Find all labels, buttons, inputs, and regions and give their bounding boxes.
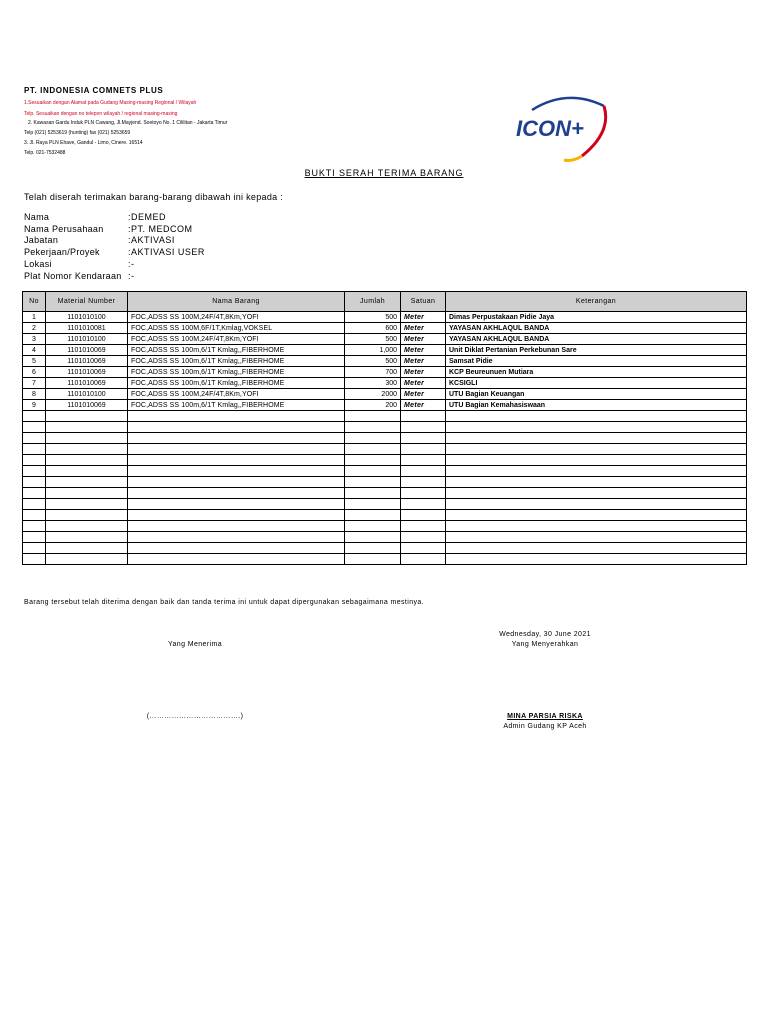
receiver-signature-line: (……………………………….) xyxy=(146,713,244,720)
table-row-empty xyxy=(23,510,747,521)
receiver-label: Yang Menerima xyxy=(167,641,223,648)
cell-keterangan: Samsat Pidie xyxy=(446,356,747,367)
empty-cell xyxy=(128,510,345,521)
empty-cell xyxy=(345,411,401,422)
empty-cell xyxy=(345,510,401,521)
empty-cell xyxy=(46,455,128,466)
field-label: Pekerjaan/Proyek xyxy=(24,247,100,258)
empty-cell xyxy=(128,477,345,488)
empty-cell xyxy=(46,411,128,422)
empty-cell xyxy=(128,444,345,455)
empty-cell xyxy=(446,455,747,466)
field-plat-nomor xyxy=(24,271,205,283)
table-row-empty xyxy=(23,532,747,543)
table-row-empty xyxy=(23,477,747,488)
field-label: Nama xyxy=(24,212,50,222)
cell-nama-barang: FOC,ADSS SS 100m,6/1T Kmlag,,FIBERHOME xyxy=(128,378,345,389)
table-row xyxy=(23,345,747,356)
table-row-empty xyxy=(23,488,747,499)
cell-nama-barang: FOC,ADSS SS 100M,24F/4T,8Km,YOFI xyxy=(128,312,345,323)
empty-cell xyxy=(401,455,446,466)
empty-cell xyxy=(401,510,446,521)
cell-nama-barang: FOC,ADSS SS 100M,24F/4T,8Km,YOFI xyxy=(128,334,345,345)
table-row-empty xyxy=(23,411,747,422)
cell-nama-barang: FOC,ADSS SS 100m,6/1T Kmlag,,FIBERHOME xyxy=(128,345,345,356)
field-lokasi xyxy=(24,259,205,271)
empty-cell xyxy=(23,433,46,444)
empty-cell xyxy=(23,543,46,554)
empty-cell xyxy=(446,510,747,521)
intro-text: Telah diserah terimakan barang-barang dibawah ini kepada : xyxy=(24,192,284,202)
empty-cell xyxy=(46,554,128,565)
table-row-empty xyxy=(23,433,747,444)
empty-cell xyxy=(23,422,46,433)
header-satuan: Satuan xyxy=(401,292,446,312)
empty-cell xyxy=(46,521,128,532)
empty-cell xyxy=(23,466,46,477)
empty-cell xyxy=(401,422,446,433)
empty-cell xyxy=(345,422,401,433)
empty-cell xyxy=(46,510,128,521)
empty-cell xyxy=(23,444,46,455)
empty-cell xyxy=(23,532,46,543)
cell-keterangan: KCP Beureunuen Mutiara xyxy=(446,367,747,378)
empty-cell xyxy=(401,543,446,554)
empty-cell xyxy=(128,499,345,510)
table-row-empty xyxy=(23,543,747,554)
cell-keterangan: YAYASAN AKHLAQUL BANDA xyxy=(446,323,747,334)
document-title: BUKTI SERAH TERIMA BARANG xyxy=(304,168,464,178)
cell-no: 2 xyxy=(23,323,46,334)
table-row-empty xyxy=(23,521,747,532)
empty-cell xyxy=(345,521,401,532)
empty-cell xyxy=(345,532,401,543)
items-table xyxy=(22,291,747,565)
cell-material-number: 1101010069 xyxy=(46,367,128,378)
cell-satuan: Meter xyxy=(401,312,446,323)
empty-cell xyxy=(446,466,747,477)
empty-cell xyxy=(23,510,46,521)
empty-cell xyxy=(128,466,345,477)
cell-jumlah: 500 xyxy=(345,356,401,367)
empty-cell xyxy=(345,477,401,488)
empty-cell xyxy=(128,532,345,543)
empty-cell xyxy=(128,422,345,433)
cell-jumlah: 700 xyxy=(345,367,401,378)
table-row xyxy=(23,334,747,345)
address-line-4: Telp (021) 5253619 (hunting) fax (021) 5253659 xyxy=(24,130,131,136)
empty-cell xyxy=(345,455,401,466)
address-line-6: Telp. 021-7532488 xyxy=(24,150,66,156)
cell-satuan: Meter xyxy=(401,389,446,400)
empty-cell xyxy=(401,433,446,444)
table-row-empty xyxy=(23,499,747,510)
cell-no: 3 xyxy=(23,334,46,345)
empty-cell xyxy=(46,532,128,543)
empty-cell xyxy=(23,521,46,532)
empty-cell xyxy=(46,488,128,499)
field-label: Lokasi xyxy=(24,258,52,269)
empty-cell xyxy=(46,433,128,444)
cell-jumlah: 200 xyxy=(345,400,401,411)
cell-material-number: 1101010081 xyxy=(46,323,128,334)
cell-material-number: 1101010069 xyxy=(46,345,128,356)
cell-nama-barang: FOC,ADSS SS 100M,24F/4T,8Km,YOFI xyxy=(128,389,345,400)
empty-cell xyxy=(401,477,446,488)
field-value: :- xyxy=(128,270,135,281)
empty-cell xyxy=(128,554,345,565)
empty-cell xyxy=(46,477,128,488)
empty-cell xyxy=(345,488,401,499)
field-value: :DEMED xyxy=(128,212,167,222)
empty-cell xyxy=(446,554,747,565)
empty-cell xyxy=(401,521,446,532)
empty-cell xyxy=(401,499,446,510)
empty-cell xyxy=(23,477,46,488)
field-label: Jabatan xyxy=(24,235,59,246)
cell-no: 6 xyxy=(23,367,46,378)
cell-no: 7 xyxy=(23,378,46,389)
empty-cell xyxy=(345,444,401,455)
field-label: Plat Nomor Kendaraan xyxy=(24,270,122,281)
empty-cell xyxy=(446,521,747,532)
field-nama-perusahaan xyxy=(24,224,205,236)
empty-cell xyxy=(446,444,747,455)
cell-jumlah: 600 xyxy=(345,323,401,334)
cell-satuan: Meter xyxy=(401,323,446,334)
empty-cell xyxy=(23,455,46,466)
cell-jumlah: 1,000 xyxy=(345,345,401,356)
header-nama-barang: Nama Barang xyxy=(128,292,345,312)
empty-cell xyxy=(128,455,345,466)
table-row-empty xyxy=(23,466,747,477)
empty-cell xyxy=(128,543,345,554)
cell-satuan: Meter xyxy=(401,367,446,378)
empty-cell xyxy=(446,532,747,543)
empty-cell xyxy=(446,411,747,422)
field-label: Nama Perusahaan xyxy=(24,223,104,234)
cell-nama-barang: FOC,ADSS SS 100M,6F/1T,Kmlag,VOKSEL xyxy=(128,323,345,334)
cell-keterangan: Dimas Perpustakaan Pidie Jaya xyxy=(446,312,747,323)
acceptance-note: Barang tersebut telah diterima dengan baik dan tanda terima ini untuk dapat dipergunakan sebagaimana mestinya. xyxy=(24,599,425,606)
cell-keterangan: YAYASAN AKHLAQUL BANDA xyxy=(446,334,747,345)
cell-no: 5 xyxy=(23,356,46,367)
cell-keterangan: UTU Bagian Keuangan xyxy=(446,389,747,400)
field-nama xyxy=(24,212,205,224)
empty-cell xyxy=(345,543,401,554)
field-jabatan xyxy=(24,235,205,247)
empty-cell xyxy=(401,488,446,499)
cell-no: 9 xyxy=(23,400,46,411)
table-row-empty xyxy=(23,455,747,466)
cell-keterangan: KCSIGLI xyxy=(446,378,747,389)
table-row xyxy=(23,356,747,367)
table-row xyxy=(23,312,747,323)
empty-cell xyxy=(446,477,747,488)
empty-cell xyxy=(46,499,128,510)
empty-cell xyxy=(401,532,446,543)
cell-material-number: 1101010100 xyxy=(46,389,128,400)
recipient-fields xyxy=(24,212,205,282)
cell-no: 8 xyxy=(23,389,46,400)
table-row xyxy=(23,378,747,389)
cell-jumlah: 300 xyxy=(345,378,401,389)
empty-cell xyxy=(128,521,345,532)
cell-keterangan: UTU Bagian Kemahasiswaan xyxy=(446,400,747,411)
table-row-empty xyxy=(23,444,747,455)
table-row xyxy=(23,367,747,378)
address-line-2: Telp. Sesuaikan dengan no telepon wilayah / regional masing-masing xyxy=(24,111,178,117)
cell-satuan: Meter xyxy=(401,334,446,345)
empty-cell xyxy=(46,466,128,477)
empty-cell xyxy=(446,422,747,433)
empty-cell xyxy=(446,499,747,510)
table-row xyxy=(23,400,747,411)
empty-cell xyxy=(345,466,401,477)
giver-title: Admin Gudang KP Aceh xyxy=(503,723,587,730)
cell-material-number: 1101010069 xyxy=(46,400,128,411)
header-keterangan: Keterangan xyxy=(446,292,747,312)
address-line-1: 1.Sesuaikan dengan Alamat pada Gudang Masing-masing Regional / Wilayah xyxy=(24,100,197,106)
empty-cell xyxy=(401,466,446,477)
sign-date: Wednesday, 30 June 2021 xyxy=(499,631,591,638)
table-row xyxy=(23,389,747,400)
empty-cell xyxy=(46,444,128,455)
cell-material-number: 1101010069 xyxy=(46,378,128,389)
company-logo xyxy=(512,92,622,167)
empty-cell xyxy=(23,554,46,565)
empty-cell xyxy=(345,499,401,510)
cell-no: 4 xyxy=(23,345,46,356)
empty-cell xyxy=(128,433,345,444)
empty-cell xyxy=(401,554,446,565)
cell-no: 1 xyxy=(23,312,46,323)
header-jumlah: Jumlah xyxy=(345,292,401,312)
table-header-row xyxy=(23,292,747,312)
header-material-number: Material Number xyxy=(46,292,128,312)
empty-cell xyxy=(401,444,446,455)
field-value: :AKTIVASI xyxy=(128,235,175,246)
cell-satuan: Meter xyxy=(401,356,446,367)
giver-name: MINA PARSIA RISKA xyxy=(507,713,583,720)
header-no: No xyxy=(23,292,46,312)
empty-cell xyxy=(23,499,46,510)
logo-text: ICON+ xyxy=(516,116,584,141)
field-value: :PT. MEDCOM xyxy=(128,223,193,234)
table-row xyxy=(23,323,747,334)
field-pekerjaan xyxy=(24,247,205,259)
empty-cell xyxy=(446,433,747,444)
field-value: :AKTIVASI USER xyxy=(128,247,205,258)
empty-cell xyxy=(345,554,401,565)
cell-jumlah: 2000 xyxy=(345,389,401,400)
cell-jumlah: 500 xyxy=(345,334,401,345)
cell-satuan: Meter xyxy=(401,378,446,389)
cell-keterangan: Unit Diklat Pertanian Perkebunan Sare xyxy=(446,345,747,356)
cell-material-number: 1101010069 xyxy=(46,356,128,367)
giver-label: Yang Menyerahkan xyxy=(511,641,579,648)
cell-nama-barang: FOC,ADSS SS 100m,6/1T Kmlag,,FIBERHOME xyxy=(128,400,345,411)
empty-cell xyxy=(46,543,128,554)
cell-nama-barang: FOC,ADSS SS 100m,6/1T Kmlag,,FIBERHOME xyxy=(128,367,345,378)
table-row-empty xyxy=(23,422,747,433)
company-name: PT. INDONESIA COMNETS PLUS xyxy=(24,86,164,95)
cell-material-number: 1101010100 xyxy=(46,312,128,323)
empty-cell xyxy=(401,411,446,422)
empty-cell xyxy=(446,543,747,554)
address-line-3: 2. Kawasan Gardu Induk PLN Cawang, Jl.Mayjend. Soetoyo No. 1 Cililitan - Jakarta Timur xyxy=(28,120,228,126)
empty-cell xyxy=(345,433,401,444)
empty-cell xyxy=(46,422,128,433)
cell-jumlah: 500 xyxy=(345,312,401,323)
empty-cell xyxy=(23,488,46,499)
empty-cell xyxy=(128,411,345,422)
address-line-5: 3. Jl. Raya PLN Ehave, Gandul - Limo, Cinere. 16514 xyxy=(24,140,143,146)
empty-cell xyxy=(23,411,46,422)
cell-material-number: 1101010100 xyxy=(46,334,128,345)
cell-satuan: Meter xyxy=(401,400,446,411)
empty-cell xyxy=(128,488,345,499)
table-row-empty xyxy=(23,554,747,565)
cell-nama-barang: FOC,ADSS SS 100m,6/1T Kmlag,,FIBERHOME xyxy=(128,356,345,367)
empty-cell xyxy=(446,488,747,499)
cell-satuan: Meter xyxy=(401,345,446,356)
field-value: :- xyxy=(128,258,135,269)
